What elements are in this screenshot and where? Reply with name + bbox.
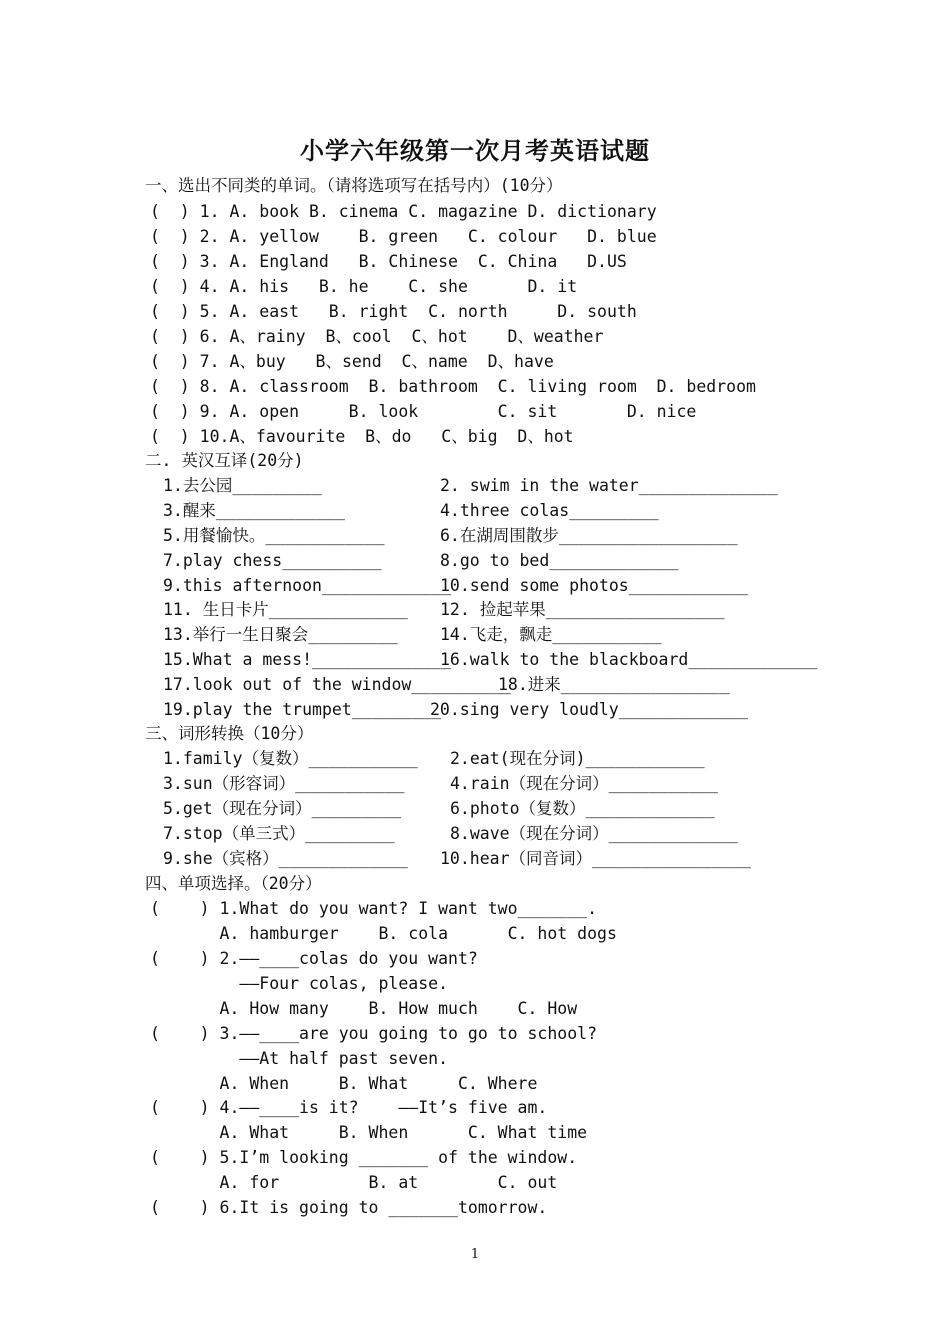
s2-left-2: 3.醒来_____________: [163, 501, 346, 520]
s2-left-7: 13.举行一生日聚会_________: [163, 625, 398, 644]
s2-left-6: 11. 生日卡片______________: [163, 600, 408, 619]
s2-right-3: 6.在湖周围散步__________________: [440, 526, 738, 545]
s2-left-1: 1.去公园_________: [163, 476, 322, 495]
s1-item-1: ( ) 1. A. book B. cinema C. magazine D. dictionary: [150, 202, 657, 221]
s2-left-10: 19.play the trumpet_________: [163, 700, 442, 719]
s3-left-1: 1.family（复数）___________: [163, 749, 418, 768]
s2-right-7: 14.飞走，飘走___________: [440, 625, 662, 644]
s2-right-2: 4.three colas_________: [440, 501, 659, 520]
s1-item-6: ( ) 6. A、rainy B、cool C、hot D、weather: [150, 327, 604, 346]
s3-left-3: 5.get（现在分词）_________: [163, 799, 402, 818]
s1-item-5: ( ) 5. A. east B. right C. north D. south: [150, 302, 637, 321]
section-3-heading: 三、词形转换（10分）: [145, 724, 314, 743]
s3-right-5: 10.hear（同音词）________________: [440, 849, 751, 868]
s2-right-6: 12. 捡起苹果__________________: [440, 600, 725, 619]
s2-left-8: 15.What a mess!______________: [163, 650, 452, 669]
s2-left-4: 7.play chess__________: [163, 551, 382, 570]
s4-q4: ( ) 4.——____is it? ——It’s five am.: [150, 1098, 548, 1117]
s4-q2-options: A. How many B. How much C. How: [150, 999, 578, 1018]
s2-left-5: 9.this afternoon_____________: [163, 576, 452, 595]
page-title: 小学六年级第一次月考英语试题: [300, 136, 650, 165]
s3-right-3: 6.photo（复数）_____________: [450, 799, 715, 818]
s3-right-2: 4.rain（现在分词）___________: [450, 774, 718, 793]
s4-q4-options: A. What B. When C. What time: [150, 1123, 588, 1142]
s3-left-4: 7.stop（单三式）_________: [163, 824, 395, 843]
s3-right-4: 8.wave（现在分词）_____________: [450, 824, 738, 843]
s4-q2-answer-line: ——Four colas, please.: [150, 974, 449, 993]
s1-item-7: ( ) 7. A、buy B、send C、name D、have: [150, 352, 554, 371]
s4-q3-options: A. When B. What C. Where: [150, 1074, 538, 1093]
s4-q6: ( ) 6.It is going to _______tomorrow.: [150, 1198, 548, 1217]
s1-item-2: ( ) 2. A. yellow B. green C. colour D. blue: [150, 227, 657, 246]
s1-item-3: ( ) 3. A. England B. Chinese C. China D.US: [150, 252, 627, 271]
s3-left-5: 9.she（宾格）_____________: [163, 849, 408, 868]
s2-right-5: 10.send some photos____________: [440, 576, 748, 595]
s1-item-4: ( ) 4. A. his B. he C. she D. it: [150, 277, 578, 296]
s4-q5-options: A. for B. at C. out: [150, 1173, 558, 1192]
s4-q1-options: A. hamburger B. cola C. hot dogs: [150, 924, 617, 943]
s4-q1: ( ) 1.What do you want? I want two_______.: [150, 899, 598, 918]
s2-right-10: 20.sing very loudly_____________: [430, 700, 748, 719]
section-1-heading: 一、选出不同类的单词。（请将选项写在括号内）(10分）: [145, 176, 563, 195]
s1-item-8: ( ) 8. A. classroom B. bathroom C. living room D. bedroom: [150, 377, 756, 396]
s3-right-1: 2.eat(现在分词)____________: [450, 749, 705, 768]
s2-left-3: 5.用餐愉快。____________: [163, 526, 385, 545]
s4-q2: ( ) 2.——____colas do you want?: [150, 949, 478, 968]
s2-left-9: 17.look out of the window__________: [163, 675, 511, 694]
s4-q3: ( ) 3.——____are you going to go to school?: [150, 1024, 598, 1043]
s2-right-8: 16.walk to the blackboard_____________: [440, 650, 818, 669]
s2-right-1: 2. swim in the water______________: [440, 476, 778, 495]
page-number: 1: [470, 1247, 480, 1262]
s3-left-2: 3.sun（形容词）___________: [163, 774, 405, 793]
s1-item-10: ( ) 10.A、favourite B、do C、big D、hot: [150, 427, 574, 446]
s2-right-4: 8.go to bed_____________: [440, 551, 679, 570]
section-4-heading: 四、单项选择。（20分）: [145, 874, 322, 893]
s4-q3-answer-line: ——At half past seven.: [150, 1049, 449, 1068]
s2-right-9: 18.进来_________________: [498, 675, 730, 694]
s4-q5: ( ) 5.I’m looking _______ of the window.: [150, 1148, 578, 1167]
section-2-heading: 二. 英汉互译(20分): [145, 451, 304, 470]
s1-item-9: ( ) 9. A. open B. look C. sit D. nice: [150, 402, 697, 421]
